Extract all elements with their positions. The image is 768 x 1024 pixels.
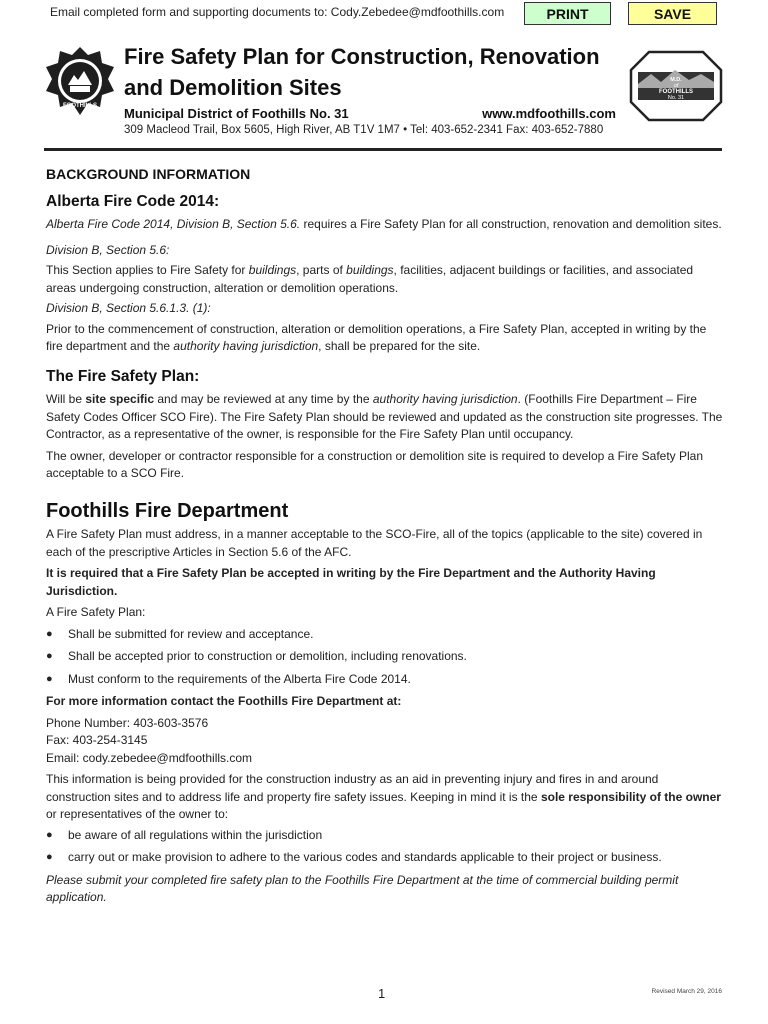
- fire-safety-plan-heading: The Fire Safety Plan:: [46, 367, 200, 385]
- svg-text:of: of: [673, 83, 679, 89]
- top-bar: [0, 0, 768, 28]
- contact-phone: Phone Number: 403-603-3576: [46, 715, 209, 730]
- submission-note: Please submit your completed fire safety plan to the Foothills Fire Department at the time of commercial building permit application.: [46, 872, 679, 904]
- fire-code-paragraph: Alberta Fire Code 2014, Division B, Section 5.6. requires a Fire Safety Plan for all construction, renovation and demolition sites.: [46, 217, 722, 231]
- division-label: Division B, Section 5.6.1.3. (1):: [46, 301, 211, 315]
- header-divider: [44, 148, 722, 151]
- svg-text:No. 31: No. 31: [667, 95, 685, 101]
- list-item: ● carry out or make provision to adhere to the various codes and standards applicable to their project or business.: [46, 849, 726, 867]
- list-item: ● Shall be submitted for review and acceptance.: [46, 626, 726, 644]
- contact-heading: For more information contact the Foothills Fire Department at:: [46, 694, 402, 708]
- list-item: ● be aware of all regulations within the jurisdiction: [46, 827, 726, 845]
- document-body: [46, 166, 726, 910]
- fsp-intro: A Fire Safety Plan:: [46, 605, 146, 619]
- svg-text:M.D.: M.D.: [670, 77, 682, 83]
- division-label: Division B, Section 5.6:: [46, 242, 170, 257]
- plan-paragraph: Will be site specific and may be reviewed at any time by the authority having jurisdiction. (Foothills Fire Department – Fire Safety Codes Officer SCO Fire). The Fire Safety Plan should be reviewed and updated as the construction site progresses. The Contractor, as a representative of the owner, is responsible for the Fire Safety Plan until occupancy.: [46, 392, 723, 441]
- svg-text:FOOTHILLS: FOOTHILLS: [659, 89, 693, 95]
- fire-department-badge-icon: [44, 45, 116, 117]
- svg-text:FOOTHILLS: FOOTHILLS: [63, 103, 97, 109]
- contact-address: 309 Macleod Trail, Box 5605, High River, AB T1V 1M7 • Tel: 403-652-2341 Fax: 403-652-7880: [124, 124, 604, 136]
- page-number: 1: [378, 986, 386, 1001]
- website-link[interactable]: www.mdfoothills.com: [482, 106, 616, 121]
- email-instructions: Email completed form and supporting documents to: Cody.Zebedee@mdfoothills.com: [50, 5, 505, 19]
- page-title: Fire Safety Plan for Construction, Renovation and Demolition Sites: [124, 44, 600, 100]
- document-header: [44, 40, 724, 152]
- save-button[interactable]: SAVE: [628, 2, 717, 25]
- owner-paragraph: The owner, developer or contractor responsible for a construction or demolition site is required to develop a Fire Safety Plan acceptable to a SCO Fire.: [46, 448, 704, 480]
- contact-email[interactable]: Email: cody.zebedee@mdfoothills.com: [46, 750, 253, 765]
- contact-fax: Fax: 403-254-3145: [46, 733, 148, 747]
- required-acceptance-note: It is required that a Fire Safety Plan be accepted in writing by the Fire Department and the Authority Having Jurisdiction.: [46, 566, 656, 598]
- responsibility-paragraph: This information is being provided for the construction industry as an aid in preventing injury and fires in and around construction sites and to address life and property fire safety issues. Keeping in mind it is the sole responsibility of the owner or representatives of the owner to:: [46, 772, 721, 821]
- department-paragraph: A Fire Safety Plan must address, in a manner acceptable to the SCO-Fire, all of the topics (applicable to the site) covered in each of the prescriptive Articles in Section 5.6 of the AFC.: [46, 527, 703, 559]
- list-item: ● Must conform to the requirements of the Alberta Fire Code 2014.: [46, 671, 726, 689]
- owner-duties-list: [46, 827, 726, 867]
- revision-date: Revised March 29, 2016: [651, 988, 722, 995]
- md-foothills-logo-icon: [629, 50, 723, 122]
- district-name: Municipal District of Foothills No. 31: [124, 106, 349, 121]
- commencement-paragraph: Prior to the commencement of construction, alteration or demolition operations, a Fire Safety Plan, accepted in writing by the fire department and the authority having jurisdiction, shall be prepared for the site.: [46, 321, 707, 353]
- print-button[interactable]: PRINT: [524, 2, 611, 25]
- background-heading: BACKGROUND INFORMATION: [46, 166, 251, 182]
- list-item: ● Shall be accepted prior to construction or demolition, including renovations.: [46, 648, 726, 666]
- section-applies-paragraph: This Section applies to Fire Safety for buildings, parts of buildings, facilities, adjacent buildings or facilities, and associated areas undergoing construction, alteration or demolition operations.: [46, 263, 694, 295]
- requirements-list: [46, 626, 726, 689]
- department-heading: Foothills Fire Department: [46, 499, 289, 522]
- fire-code-heading: Alberta Fire Code 2014:: [46, 192, 220, 210]
